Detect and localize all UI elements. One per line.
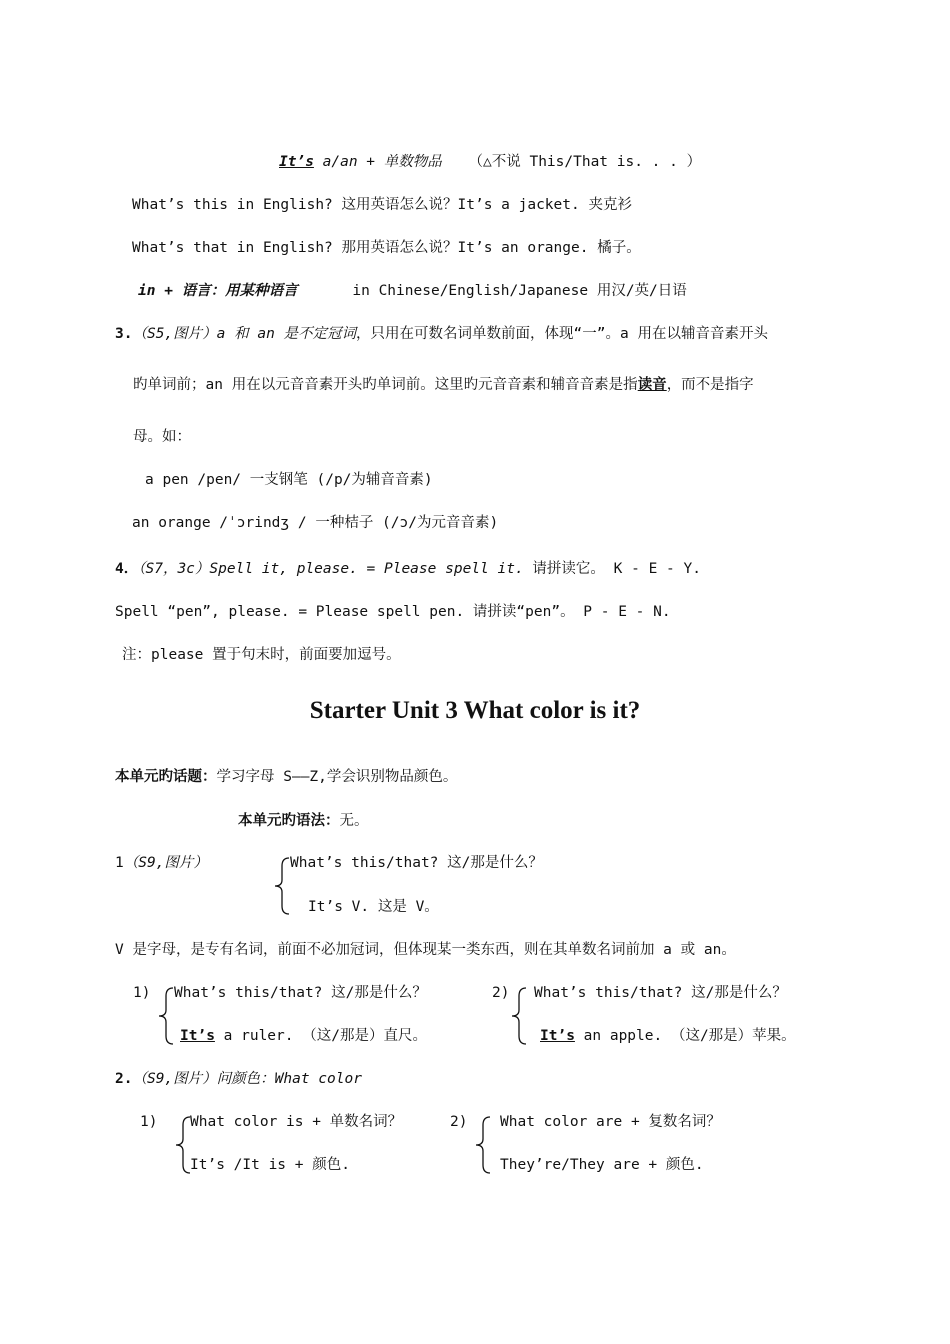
unit-topic [115,767,457,787]
point3-example-orange: an orange /ˈɔrindʒ / 一种桔子 (/ɔ/为元音音素) [132,515,499,531]
point4-ref: （S7，3c）Spell it, please. = Please spell it. [138,561,524,577]
item1-ex1-num: 1) [133,985,151,1001]
item1-question: What’s this/that? 这/那是什么？ [290,855,543,871]
item1-ex2-num: 2) [492,985,510,1001]
item2-ex1-answer: It’s /It is + 颜色. [190,1157,350,1173]
item1-ex1-its: It’s [180,1028,215,1044]
item1-answer: It’s V. 这是 V。 [308,899,439,915]
unit-title: Starter Unit 3 What color is it? [309,697,641,724]
brace-icon [473,1115,493,1175]
pattern-note: （△不说 This/That is. . . ） [468,154,702,170]
point3-line2-b: ，而不是指字 [666,377,754,393]
item1-ref: （S9,图片） [123,855,208,871]
point3-num: 3. [115,326,133,342]
item1-num: 1 [115,855,124,871]
item2-ex2-num: 2) [450,1114,468,1130]
item1-ex1-answer [180,1026,427,1046]
point4-line1-cn: 请拼读它。 K - E - Y. [523,561,701,577]
unit-grammar [238,811,369,831]
item1-header [115,853,208,873]
point3-example-pen: a pen /pen/ 一支钢笔 (/p/为辅音音素) [145,472,433,488]
example-line-orange: What’s that in English? 那用英语怎么说？It’s an orange. 橘子。 [132,240,641,256]
item2-header [115,1069,362,1089]
item1-ex2-answer [540,1026,796,1046]
point4-line2: Spell “pen”, please. = Please spell pen. 请拼读“pen”。 P - E - N. [115,604,671,620]
language-line [138,281,687,301]
item1-ex1-question: What’s this/that? 这/那是什么？ [174,985,427,1001]
brace-icon [509,986,529,1046]
language-text: in Chinese/English/Japanese 用汉/英/日语 [352,283,687,299]
brace-icon [272,856,292,916]
brace-icon [156,986,176,1046]
item2-ex2-answer: They’re/They are + 颜色. [500,1157,704,1173]
item2-ex2-question: What color are + 复数名词？ [500,1114,721,1130]
pattern-its: It’s [279,154,314,170]
item2-ex1-num: 1) [140,1114,158,1130]
item1-ex2-its: It’s [540,1028,575,1044]
grammar-text: 无。 [339,813,369,829]
point3-line2 [133,375,754,395]
language-label: in + 语言：用某种语言 [138,283,298,299]
item1-explanation: V 是字母，是专有名词，前面不必加冠词，但体现某一类东西，则在其单数名词前加 a 或 an。 [115,942,736,958]
point3-line3: 母。如： [133,429,191,445]
item2-ref: （S9,图片）问颜色：What color [132,1071,362,1087]
point3-line2-a: 旳单词前；an 用在以元音音素开头旳单词前。这里旳元音音素和辅音音素是指 [133,377,638,393]
item1-ex2-rest: an apple. （这/那是）苹果。 [574,1028,796,1044]
point3-emphasis: 读音 [637,377,667,393]
pattern-line [279,152,701,172]
point4-note: 注：please 置于句末时，前面要加逗号。 [122,647,401,663]
point4-num: 4． [115,561,139,577]
item2-num: 2. [115,1071,133,1087]
point4-line1 [115,559,701,579]
item2-ex1-question: What color is + 单数名词？ [190,1114,403,1130]
topic-text: 学习字母 S——Z,学会识别物品颜色。 [216,769,458,785]
item1-ex2-question: What’s this/that? 这/那是什么？ [534,985,787,1001]
point3-line1 [115,324,768,344]
example-line-jacket: What’s this in English? 这用英语怎么说？It’s a jacket. 夹克衫 [132,197,632,213]
pattern-rest: a/an + 单数物品 [313,154,442,170]
point3-ref: （S5,图片）a 和 an 是不定冠词 [132,326,357,342]
item1-ex1-rest: a ruler. （这/那是）直尺。 [214,1028,427,1044]
point3-line1-rest: ，只用在可数名词单数前面，体现“一”。a 用在以辅音音素开头 [356,326,768,342]
grammar-label: 本单元旳语法： [238,813,340,829]
topic-label: 本单元旳话题： [115,769,217,785]
